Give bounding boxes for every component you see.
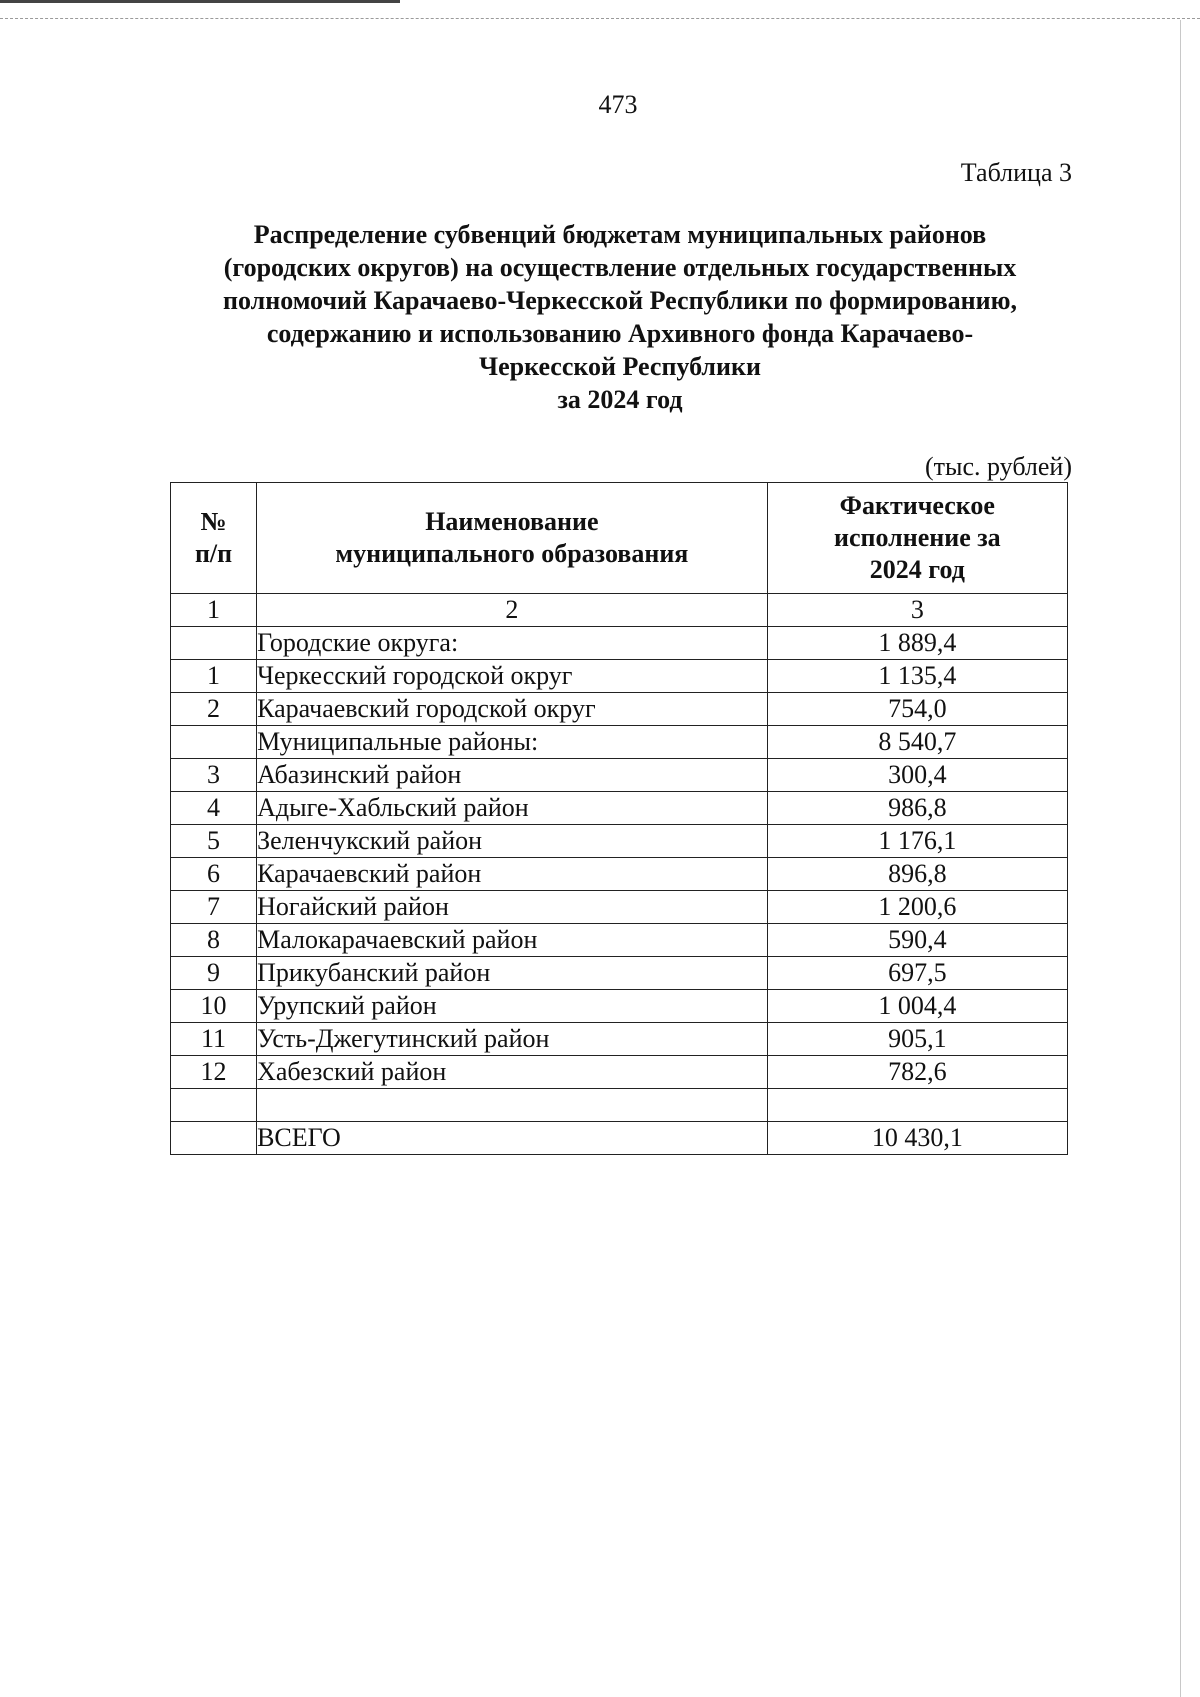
title-line-6: за 2024 год — [557, 385, 683, 414]
row-number: 11 — [171, 1023, 257, 1056]
table-row — [171, 1023, 1068, 1056]
column-number-row — [171, 594, 1068, 627]
scan-edge-top-dashed — [0, 18, 1200, 19]
total-number — [171, 1122, 257, 1155]
row-number: 5 — [171, 825, 257, 858]
total-row — [171, 1122, 1068, 1155]
row-value: 697,5 — [767, 957, 1067, 990]
row-value: 782,6 — [767, 1056, 1067, 1089]
row-number: 6 — [171, 858, 257, 891]
units-label: (тыс. рублей) — [924, 452, 1072, 481]
row-name: Малокарачаевский район — [257, 924, 768, 957]
table-row — [171, 693, 1068, 726]
table-row — [171, 891, 1068, 924]
row-value: 1 135,4 — [767, 660, 1067, 693]
row-number: 12 — [171, 1056, 257, 1089]
page-number: 473 — [598, 90, 638, 119]
total-value: 10 430,1 — [767, 1122, 1067, 1155]
row-number — [171, 627, 257, 660]
column-number: 3 — [767, 594, 1067, 627]
table-row — [171, 858, 1068, 891]
subvention-table — [170, 482, 1068, 1155]
row-value: 1 004,4 — [767, 990, 1067, 1023]
row-number: 2 — [171, 693, 257, 726]
row-name: Муниципальные районы: — [257, 726, 768, 759]
header-value: Фактическое исполнение за 2024 год — [767, 483, 1067, 594]
blank-cell — [767, 1089, 1067, 1122]
row-value: 300,4 — [767, 759, 1067, 792]
row-number: 4 — [171, 792, 257, 825]
row-value: 1 889,4 — [767, 627, 1067, 660]
title-line-1: Распределение субвенций бюджетам муниципальных районов — [253, 220, 987, 249]
table-row — [171, 990, 1068, 1023]
table-label: Таблица 3 — [960, 158, 1072, 187]
column-number: 2 — [257, 594, 768, 627]
row-name: Городские округа: — [257, 627, 768, 660]
row-value: 754,0 — [767, 693, 1067, 726]
row-number: 3 — [171, 759, 257, 792]
row-name: Хабезский район — [257, 1056, 768, 1089]
header-name: Наименование муниципального образования — [257, 483, 768, 594]
total-label: ВСЕГО — [257, 1122, 768, 1155]
row-number: 1 — [171, 660, 257, 693]
row-number: 7 — [171, 891, 257, 924]
title-line-4: содержанию и использованию Архивного фонда Карачаево- — [266, 319, 974, 348]
scan-edge-top-solid — [0, 0, 400, 3]
table-row — [171, 660, 1068, 693]
row-value: 590,4 — [767, 924, 1067, 957]
table-row — [171, 1056, 1068, 1089]
row-number: 10 — [171, 990, 257, 1023]
table-header-row — [171, 483, 1068, 594]
table-row — [171, 759, 1068, 792]
row-name: Урупский район — [257, 990, 768, 1023]
row-value: 905,1 — [767, 1023, 1067, 1056]
row-number: 9 — [171, 957, 257, 990]
row-name: Черкесский городской округ — [257, 660, 768, 693]
row-value: 1 176,1 — [767, 825, 1067, 858]
title-line-5: Черкесской Республики — [479, 352, 761, 381]
row-value: 896,8 — [767, 858, 1067, 891]
title-line-2: (городских округов) на осуществление отдельных государственных — [223, 253, 1017, 282]
table-row — [171, 627, 1068, 660]
blank-cell — [257, 1089, 768, 1122]
header-number: № п/п — [171, 483, 257, 594]
table-row — [171, 726, 1068, 759]
row-name: Карачаевский район — [257, 858, 768, 891]
row-name: Абазинский район — [257, 759, 768, 792]
row-name: Карачаевский городской округ — [257, 693, 768, 726]
row-value: 986,8 — [767, 792, 1067, 825]
row-name: Адыге-Хабльский район — [257, 792, 768, 825]
table-row — [171, 957, 1068, 990]
scan-edge-right — [1180, 20, 1181, 1697]
row-name: Прикубанский район — [257, 957, 768, 990]
row-value: 8 540,7 — [767, 726, 1067, 759]
table-row — [171, 825, 1068, 858]
row-number: 8 — [171, 924, 257, 957]
title-line-3: полномочий Карачаево-Черкесской Республики по формированию, — [222, 286, 1017, 315]
row-name: Ногайский район — [257, 891, 768, 924]
column-number: 1 — [171, 594, 257, 627]
row-name: Зеленчукский район — [257, 825, 768, 858]
row-value: 1 200,6 — [767, 891, 1067, 924]
document-title — [150, 218, 1090, 416]
blank-row — [171, 1089, 1068, 1122]
blank-cell — [171, 1089, 257, 1122]
table-row — [171, 924, 1068, 957]
row-name: Усть-Джегутинский район — [257, 1023, 768, 1056]
row-number — [171, 726, 257, 759]
table-row — [171, 792, 1068, 825]
